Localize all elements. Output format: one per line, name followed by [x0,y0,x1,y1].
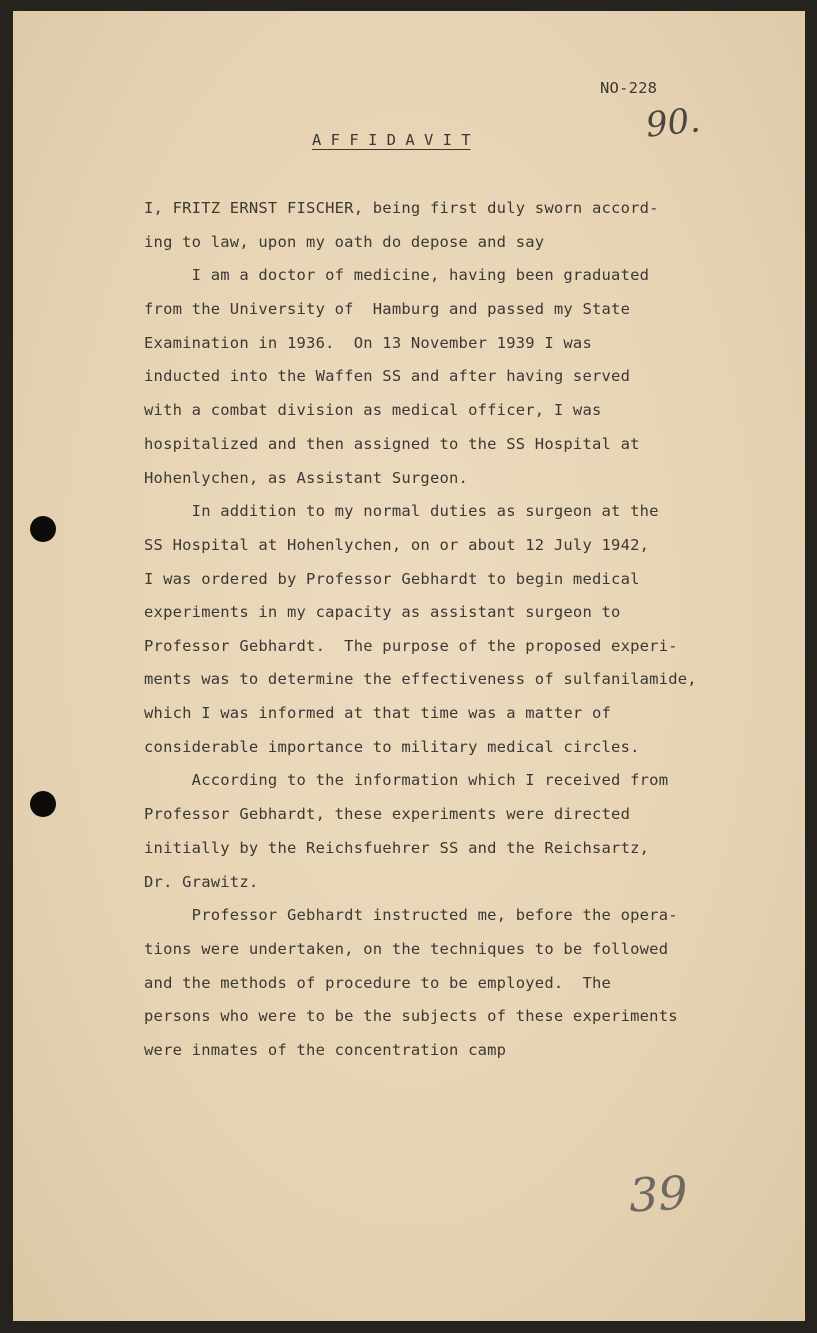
body-line: SS Hospital at Hohenlychen, on or about 12 July 1942, [144,536,650,554]
affidavit-page [13,11,805,1321]
body-line: which I was informed at that time was a matter of [144,704,612,722]
body-line: ing to law, upon my oath do depose and say [144,233,545,251]
document-title: A F F I D A V I T [312,131,471,149]
body-line: Professor Gebhardt instructed me, before the opera- [144,906,678,924]
handwritten-page-number: 39 [627,1165,689,1223]
body-line: from the University of Hamburg and passed my State [144,300,631,318]
body-line: Professor Gebhardt. The purpose of the proposed experi- [144,637,678,655]
body-line: I, FRITZ ERNST FISCHER, being first duly sworn accord- [144,199,659,217]
body-line: Hohenlychen, as Assistant Surgeon. [144,469,469,487]
body-line: initially by the Reichsfuehrer SS and the Reichsartz, [144,839,650,857]
body-line: inducted into the Waffen SS and after having served [144,367,631,385]
body-line: ments was to determine the effectiveness of sulfanilamide, [144,670,697,688]
punch-hole [30,516,56,542]
body-line: According to the information which I received from [144,771,669,789]
body-line: with a combat division as medical officer, I was [144,401,602,419]
body-line: I am a doctor of medicine, having been graduated [144,266,650,284]
punch-hole [30,791,56,817]
body-line: experiments in my capacity as assistant surgeon to [144,603,621,621]
body-line: were inmates of the concentration camp [144,1041,507,1059]
body-line: Examination in 1936. On 13 November 1939 I was [144,334,592,352]
body-line: I was ordered by Professor Gebhardt to begin medical [144,570,640,588]
body-line: hospitalized and then assigned to the SS Hospital at [144,435,640,453]
handwritten-page-mark: 90. [644,100,703,146]
body-line: tions were undertaken, on the techniques to be followed [144,940,669,958]
body-line: Professor Gebhardt, these experiments were directed [144,805,631,823]
body-line: and the methods of procedure to be employed. The [144,974,612,992]
body-line: In addition to my normal duties as surgeon at the [144,502,659,520]
body-line: persons who were to be the subjects of these experiments [144,1007,678,1025]
document-number: NO-228 [600,79,658,97]
body-line: considerable importance to military medical circles. [144,738,640,756]
body-line: Dr. Grawitz. [144,873,259,891]
